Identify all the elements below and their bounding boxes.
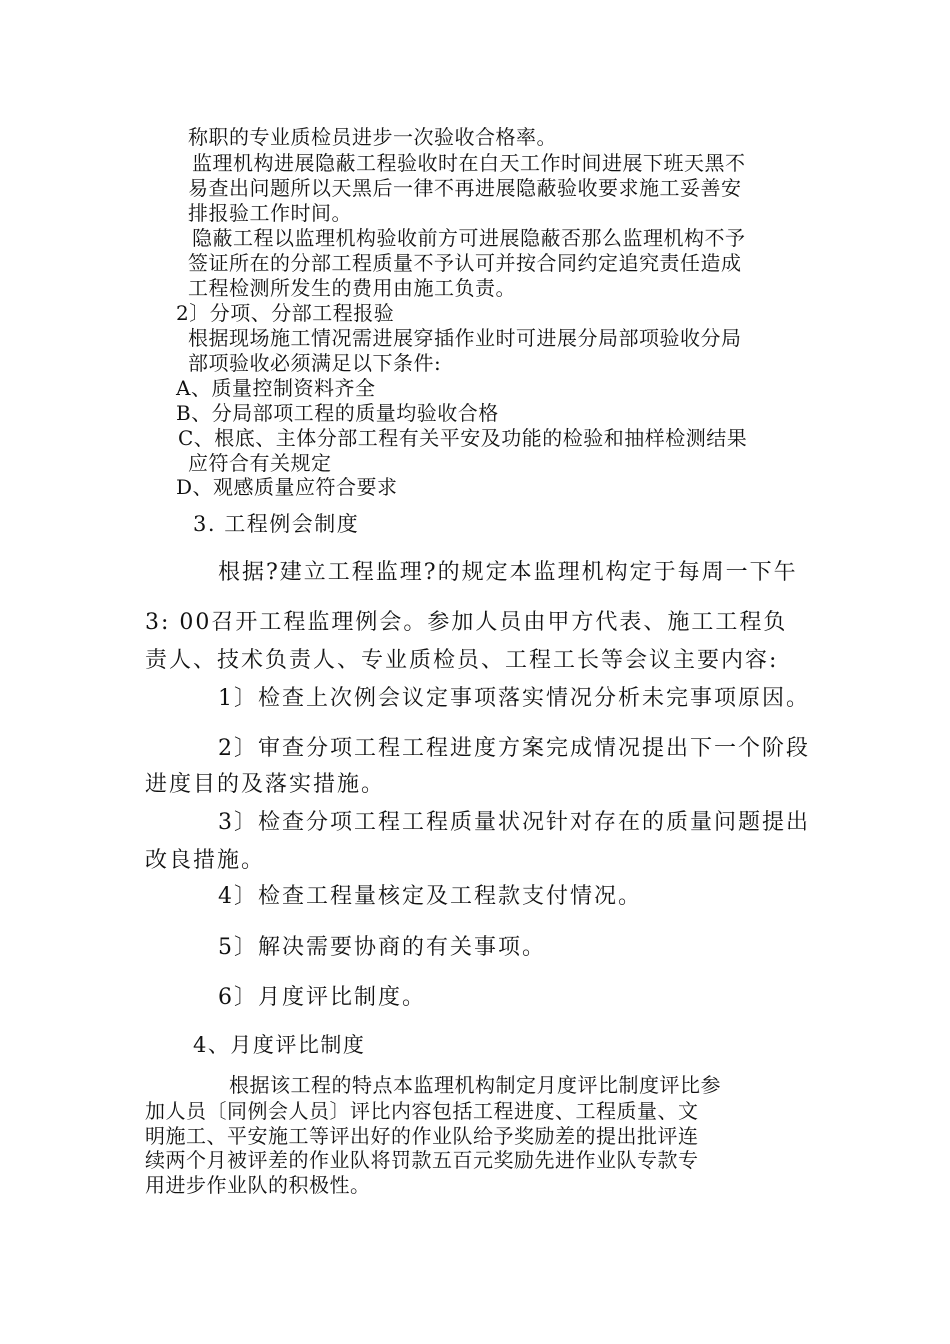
list-item: B、分局部项工程的质量均验收合格 bbox=[176, 401, 499, 425]
list-item: D、观感质量应符合要求 bbox=[176, 475, 398, 499]
paragraph-line: 根据现场施工情况需进展穿插作业时可进展分局部项验收分局 bbox=[188, 326, 742, 350]
list-item: 2〕审查分项工程工程进度方案完成情况提出下一个阶段 bbox=[218, 736, 810, 761]
list-item: 6〕月度评比制度。 bbox=[218, 985, 426, 1010]
list-item: C、根底、主体分部工程有关平安及功能的检验和抽样检测结果 bbox=[178, 426, 748, 450]
paragraph-line: 工程检测所发生的费用由施工负责。 bbox=[188, 276, 516, 300]
paragraph-line: 易查出问题所以天黑后一律不再进展隐蔽验收要求施工妥善安 bbox=[188, 176, 742, 200]
paragraph-line: 加人员〔同例会人员〕评比内容包括工程进度、工程质量、文 bbox=[145, 1099, 699, 1123]
list-item: 3〕检查分项工程工程质量状况针对存在的质量问题提出 bbox=[218, 810, 810, 835]
paragraph-line: 3: 00召开工程监理例会。参加人员由甲方代表、施工工程负 bbox=[145, 610, 788, 635]
paragraph-line: 签证所在的分部工程质量不予认可并按合同约定追究责任造成 bbox=[188, 251, 742, 275]
paragraph-line: 续两个月被评差的作业队将罚款五百元奖励先进作业队专款专 bbox=[145, 1148, 699, 1172]
paragraph-line: 明施工、平安施工等评出好的作业队给予奖励差的提出批评连 bbox=[145, 1124, 699, 1148]
paragraph-line: 责人、技术负责人、专业质检员、工程工长等会议主要内容: bbox=[145, 648, 779, 673]
paragraph-line: 隐蔽工程以监理机构验收前方可进展隐蔽否那么监理机构不予 bbox=[192, 226, 746, 250]
list-item-continuation: 改良措施。 bbox=[145, 848, 266, 873]
section-heading: 3. 工程例会制度 bbox=[193, 512, 360, 536]
list-item-continuation: 进度目的及落实措施。 bbox=[145, 772, 386, 797]
subheading: 2〕分项、分部工程报验 bbox=[176, 301, 395, 325]
list-item-continuation: 应符合有关规定 bbox=[188, 451, 332, 475]
paragraph-line: 部项验收必须满足以下条件: bbox=[188, 351, 442, 375]
paragraph-line: 称职的专业质检员进步一次验收合格率。 bbox=[188, 125, 557, 149]
list-item: 5〕解决需要协商的有关事项。 bbox=[218, 935, 546, 960]
section-heading: 4、月度评比制度 bbox=[193, 1033, 366, 1057]
paragraph-line: 监理机构进展隐蔽工程验收时在白天工作时间进展下班天黑不 bbox=[192, 151, 746, 175]
paragraph-line: 根据该工程的特点本监理机构制定月度评比制度评比参 bbox=[229, 1073, 721, 1097]
list-item: A、质量控制资料齐全 bbox=[176, 376, 376, 400]
paragraph-line: 排报验工作时间。 bbox=[188, 201, 352, 225]
paragraph-line: 根据?建立工程监理?的规定本监理机构定于每周一下午 bbox=[218, 560, 798, 585]
list-item: 1〕检查上次例会议定事项落实情况分析未完事项原因。 bbox=[218, 686, 810, 711]
paragraph-line: 用进步作业队的积极性。 bbox=[145, 1173, 371, 1197]
list-item: 4〕检查工程量核定及工程款支付情况。 bbox=[218, 884, 642, 909]
